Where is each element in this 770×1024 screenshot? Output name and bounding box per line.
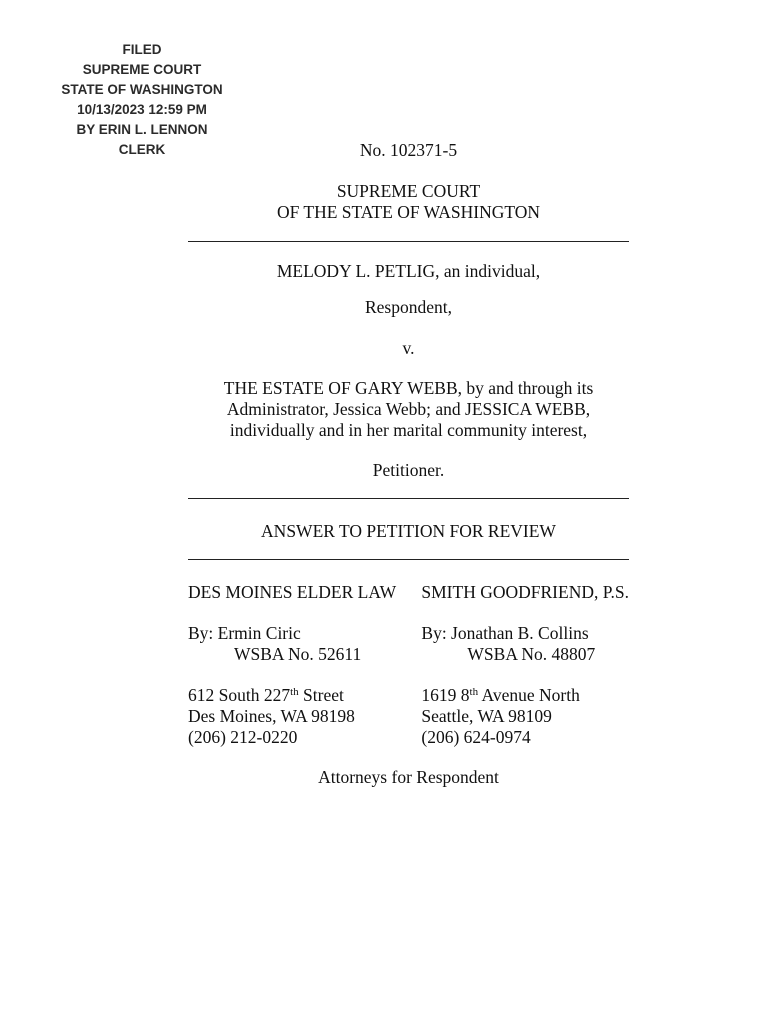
attorney-name: By: Ermin Ciric — [188, 623, 301, 643]
stamp-state: STATE OF WASHINGTON — [61, 82, 223, 97]
attorney-name: By: Jonathan B. Collins — [421, 623, 589, 643]
attorneys-for-respondent: Attorneys for Respondent — [318, 767, 499, 787]
city-state-zip: Seattle, WA 98109 — [421, 706, 552, 726]
court-name-line1: SUPREME COURT — [336, 181, 481, 201]
divider-rule — [188, 498, 629, 499]
counsel-block — [188, 582, 629, 748]
petitioner-line3: individually and in her marital community interest, — [229, 420, 588, 440]
phone-number: (206) 212-0220 — [188, 727, 298, 747]
street-address: 612 South 227th Street — [188, 685, 344, 705]
wsba-number: WSBA No. 48807 — [467, 644, 596, 664]
document-body — [188, 140, 629, 788]
petitioner-role: Petitioner. — [372, 460, 445, 480]
versus-label: v. — [402, 338, 415, 358]
case-number: No. 102371-5 — [359, 140, 458, 160]
divider-rule — [188, 241, 629, 242]
wsba-number: WSBA No. 52611 — [234, 644, 362, 664]
counsel-left — [188, 582, 421, 748]
counsel-right — [421, 582, 629, 748]
respondent-name: MELODY L. PETLIG, an individual, — [276, 261, 541, 281]
stamp-clerk-name: BY ERIN L. LENNON — [76, 122, 208, 137]
divider-rule — [188, 559, 629, 560]
city-state-zip: Des Moines, WA 98198 — [188, 706, 355, 726]
street-address: 1619 8th Avenue North — [421, 685, 580, 705]
phone-number: (206) 624-0974 — [421, 727, 531, 747]
stamp-filed: FILED — [122, 42, 162, 57]
firm-name: DES MOINES ELDER LAW — [188, 582, 397, 602]
petitioner-line2: Administrator, Jessica Webb; and JESSICA WEBB, — [226, 399, 591, 419]
stamp-court: SUPREME COURT — [82, 62, 202, 77]
stamp-timestamp: 10/13/2023 12:59 PM — [77, 102, 207, 117]
court-name-line2: OF THE STATE OF WASHINGTON — [276, 202, 541, 222]
respondent-role: Respondent, — [364, 297, 452, 317]
stamp-clerk-title: CLERK — [118, 142, 166, 157]
petitioner-line1: THE ESTATE OF GARY WEBB, by and through its — [223, 378, 594, 398]
document-title: ANSWER TO PETITION FOR REVIEW — [261, 521, 556, 541]
firm-name: SMITH GOODFRIEND, P.S. — [421, 582, 629, 602]
